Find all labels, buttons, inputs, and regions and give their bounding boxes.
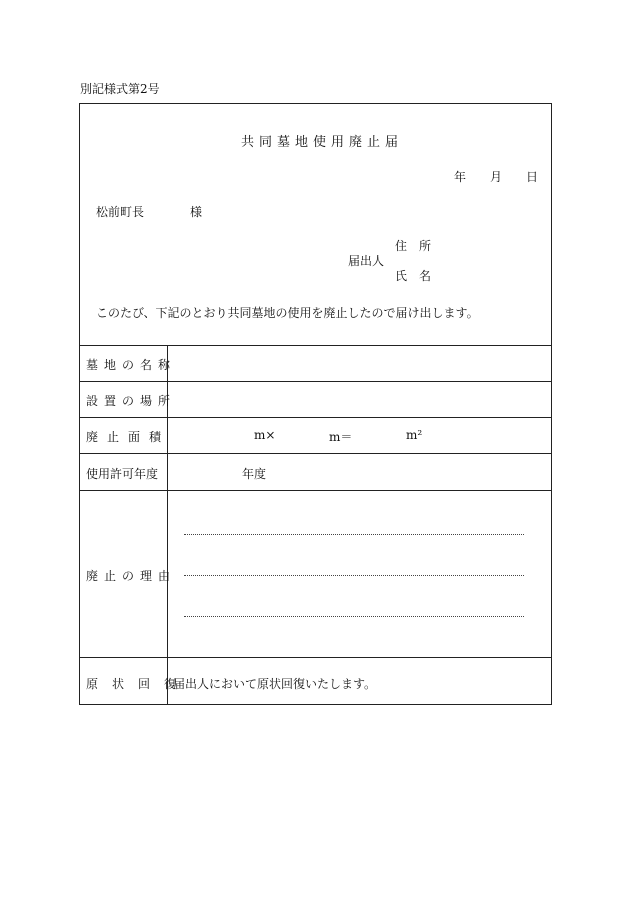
area-unit-width: m×: [254, 428, 276, 442]
row-divider: [80, 490, 551, 491]
row-label-location: 設置の場所: [86, 394, 177, 408]
reason-dotted-line: [184, 575, 524, 576]
reason-dotted-line: [184, 534, 524, 535]
permit-year-unit: 年度: [242, 467, 267, 481]
applicant-label: 届出人: [348, 254, 385, 268]
applicant-address-label: 住 所: [395, 239, 432, 253]
form-number: 別記様式第2号: [80, 82, 160, 96]
addressee-name: 松前町長: [96, 205, 145, 219]
reason-dotted-line: [184, 616, 524, 617]
form-frame: [79, 103, 552, 705]
date-year: 年: [454, 170, 467, 184]
row-divider: [80, 453, 551, 454]
row-divider: [80, 657, 551, 658]
form-title: 共同墓地使用廃止届: [241, 135, 404, 150]
area-unit-length: m＝: [329, 430, 353, 444]
statement-text: このたび、下記のとおり共同墓地の使用を廃止したので届け出します。: [96, 306, 479, 320]
table-top-line: [80, 345, 551, 346]
addressee-honorific: 様: [190, 205, 203, 219]
date-month: 月: [490, 170, 503, 184]
row-divider: [80, 381, 551, 382]
row-divider: [80, 417, 551, 418]
row-label-reason: 廃止の理由: [86, 569, 177, 583]
row-label-restoration: 原 状 回 復: [86, 677, 178, 691]
area-unit-square: m²: [406, 428, 423, 442]
row-label-permit-year: 使用許可年度: [86, 467, 159, 481]
date-day: 日: [526, 170, 539, 184]
applicant-name-label: 氏 名: [395, 269, 432, 283]
restoration-text: 届出人において原状回復いたします。: [173, 677, 377, 691]
row-label-area: 廃止面積: [86, 430, 171, 444]
row-label-cemetery-name: 墓地の名称: [86, 358, 177, 372]
